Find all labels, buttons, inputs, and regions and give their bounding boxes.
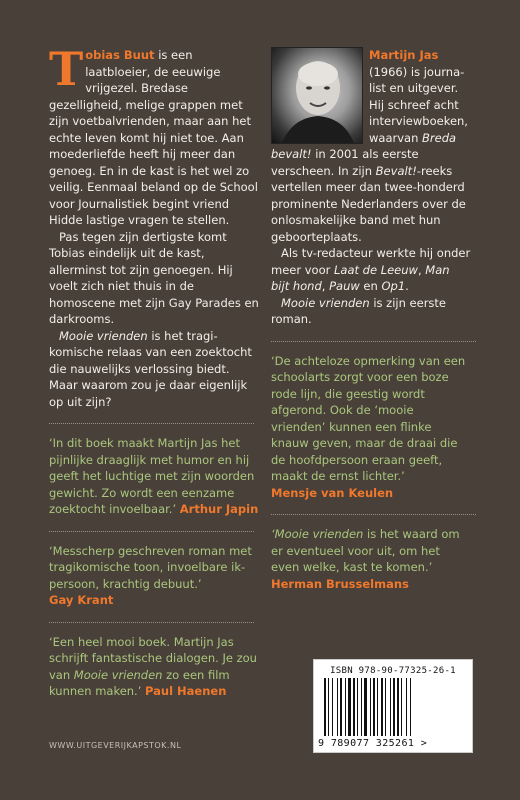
quote-book-title: ‘Mooie vrienden <box>271 527 364 541</box>
quote-brusselmans <box>271 526 471 592</box>
tv-show: Pauw <box>329 279 360 293</box>
author-name: Martijn Jas <box>369 48 439 62</box>
author-portrait-icon <box>272 48 362 143</box>
right-column <box>271 47 471 592</box>
barcode-bar <box>401 678 402 736</box>
quote-van-keulen <box>271 353 471 502</box>
publisher-url: WWW.UITGEVERIJKAPSTOK.NL <box>49 741 182 750</box>
bio-book-title: Mooie vrienden <box>281 295 370 310</box>
barcode-bar <box>340 678 342 736</box>
quote-author: Arthur Japin <box>179 502 259 516</box>
barcode-bar <box>381 678 383 736</box>
bio-text: en <box>359 279 382 293</box>
quote-haenen <box>49 634 261 700</box>
barcode-bar <box>377 678 378 736</box>
divider <box>271 341 476 342</box>
barcode-bar <box>393 678 395 736</box>
quote-text: zo een film kunnen maken.’ <box>49 667 230 698</box>
tv-show: Op1 <box>381 279 406 293</box>
paragraph-3 <box>49 328 261 411</box>
quote-text: is het waard om er eventueel voor uit, om het even welke, kast te komen.’ <box>271 527 460 574</box>
tv-show: Laat de Leeuw <box>334 262 418 277</box>
quote-book-title: Mooie vrienden <box>73 667 163 682</box>
isbn-barcode <box>313 659 473 753</box>
quote-japin <box>49 435 261 518</box>
barcode-bar <box>324 678 326 736</box>
quote-text: ‘De achteloze opmerking van een schoolarts zorgt voor een boze rode lijn, die geestig wordt afgerond. Ook de ‘mooie vrienden’ kunnen een flinke knauw geven, maar de draai die de hoofdpersoon eraan geeft, maakt de ernst lichter.’ <box>271 353 466 483</box>
quote-author: Herman Brusselmans <box>271 576 409 591</box>
barcode-bar <box>353 678 355 736</box>
barcode-bar <box>357 678 358 736</box>
bio-text: Als tv-redacteur werkte hij onder meer voor <box>271 246 471 277</box>
quote-text: ‘Een heel mooi boek. Martijn Jas schrijft fantastische dialogen. Je zou van <box>49 634 257 682</box>
author-photo <box>271 47 363 144</box>
left-column <box>49 42 261 700</box>
bio-paragraph-3 <box>271 295 471 328</box>
barcode-bar <box>397 678 399 736</box>
bio-text: , <box>321 279 330 293</box>
bio-book-title: Breda bevalt! <box>271 130 457 161</box>
barcode-bar <box>390 678 391 736</box>
quote-author: Mensje van Keulen <box>271 485 394 500</box>
bio-text: in 2001 als eerste verscheen. In zijn <box>271 147 419 178</box>
barcode-bar <box>370 678 371 736</box>
isbn-digits: 9 789077 325261 > <box>318 738 428 749</box>
barcode-bar <box>348 678 351 736</box>
barcode-bar <box>332 678 333 736</box>
barcode-bar <box>373 678 375 736</box>
quote-text: ‘In dit boek maakt Martijn Jas het pijnlijke draaglijk met humor en hij geeft het luchtige met zijn woorden gewicht. Zo wordt een eenzame zoektocht invoelbaar.’ <box>49 436 255 516</box>
barcode-bar <box>364 678 367 736</box>
paragraph-3-text: is het tragi-komische relaas van een zoektocht die nauwelijks verlossing biedt. Maar waarom zou je daar eigenlijk op uit zijn? <box>49 328 252 409</box>
bio-text: is zijn eerste roman. <box>271 295 447 326</box>
divider <box>49 622 254 623</box>
book-title: Mooie vrienden <box>59 328 148 343</box>
intro-paragraph <box>49 42 261 229</box>
intro-name-rest: obias Buut <box>85 48 155 62</box>
paragraph-2: Pas tegen zijn dertigste komt Tobias eindelijk uit de kast, allerminst tot zijn genoegen. Hij voelt zich niet thuis in de homoscene met zijn Gay Parades en darkrooms. <box>49 229 259 326</box>
divider <box>271 514 476 515</box>
bio-text: . <box>405 279 409 293</box>
quote-gay-krant <box>49 543 261 609</box>
bio-text: (1966) is journa-list en uitgever. Hij schreef acht interviewboeken, waarvan <box>369 64 468 145</box>
isbn-label: ISBN 978-90-77325-26-1 <box>330 666 456 676</box>
quote-author: Gay Krant <box>49 593 114 607</box>
quote-author: Paul Haenen <box>145 684 227 698</box>
barcode-bars-icon <box>324 678 462 738</box>
bio-text: -reeks vertellen meer dan twee-honderd prominente Nederlanders over de onlosmakelijke band met hun geboorteplaats. <box>271 163 466 244</box>
barcode-bar <box>337 678 338 736</box>
barcode-bar <box>385 678 386 736</box>
quote-text: ‘Messcherp geschreven roman met tragikomische toon, invoelbare ik-persoon, krachtig debuut.’ <box>49 543 252 591</box>
bio-paragraph-2 <box>271 245 471 295</box>
bio-series-title: Bevalt! <box>375 163 417 178</box>
drop-cap: T <box>49 42 84 96</box>
barcode-bar <box>361 678 362 736</box>
barcode-bar <box>410 678 411 736</box>
divider <box>49 531 254 532</box>
divider <box>49 423 254 424</box>
barcode-bar <box>345 678 346 736</box>
intro-text: is een laatbloeier, de eeuwige vrijgezel. Bredase gezelligheid, melige grappen met zijn voetbalvrienden, maar aan het echte leven komt hij niet toe. Aan moederliefde heeft hij meer dan genoeg. En in de kast is het wel zo veilig. Eenmaal beland op de School voor Journalistiek begint vriend Hidde lastige vragen te stellen. <box>49 48 258 227</box>
barcode-bar <box>328 678 329 736</box>
bio-text: , <box>417 262 426 277</box>
barcode-bar <box>406 678 407 736</box>
tv-show: Man bijt hond <box>271 262 450 293</box>
